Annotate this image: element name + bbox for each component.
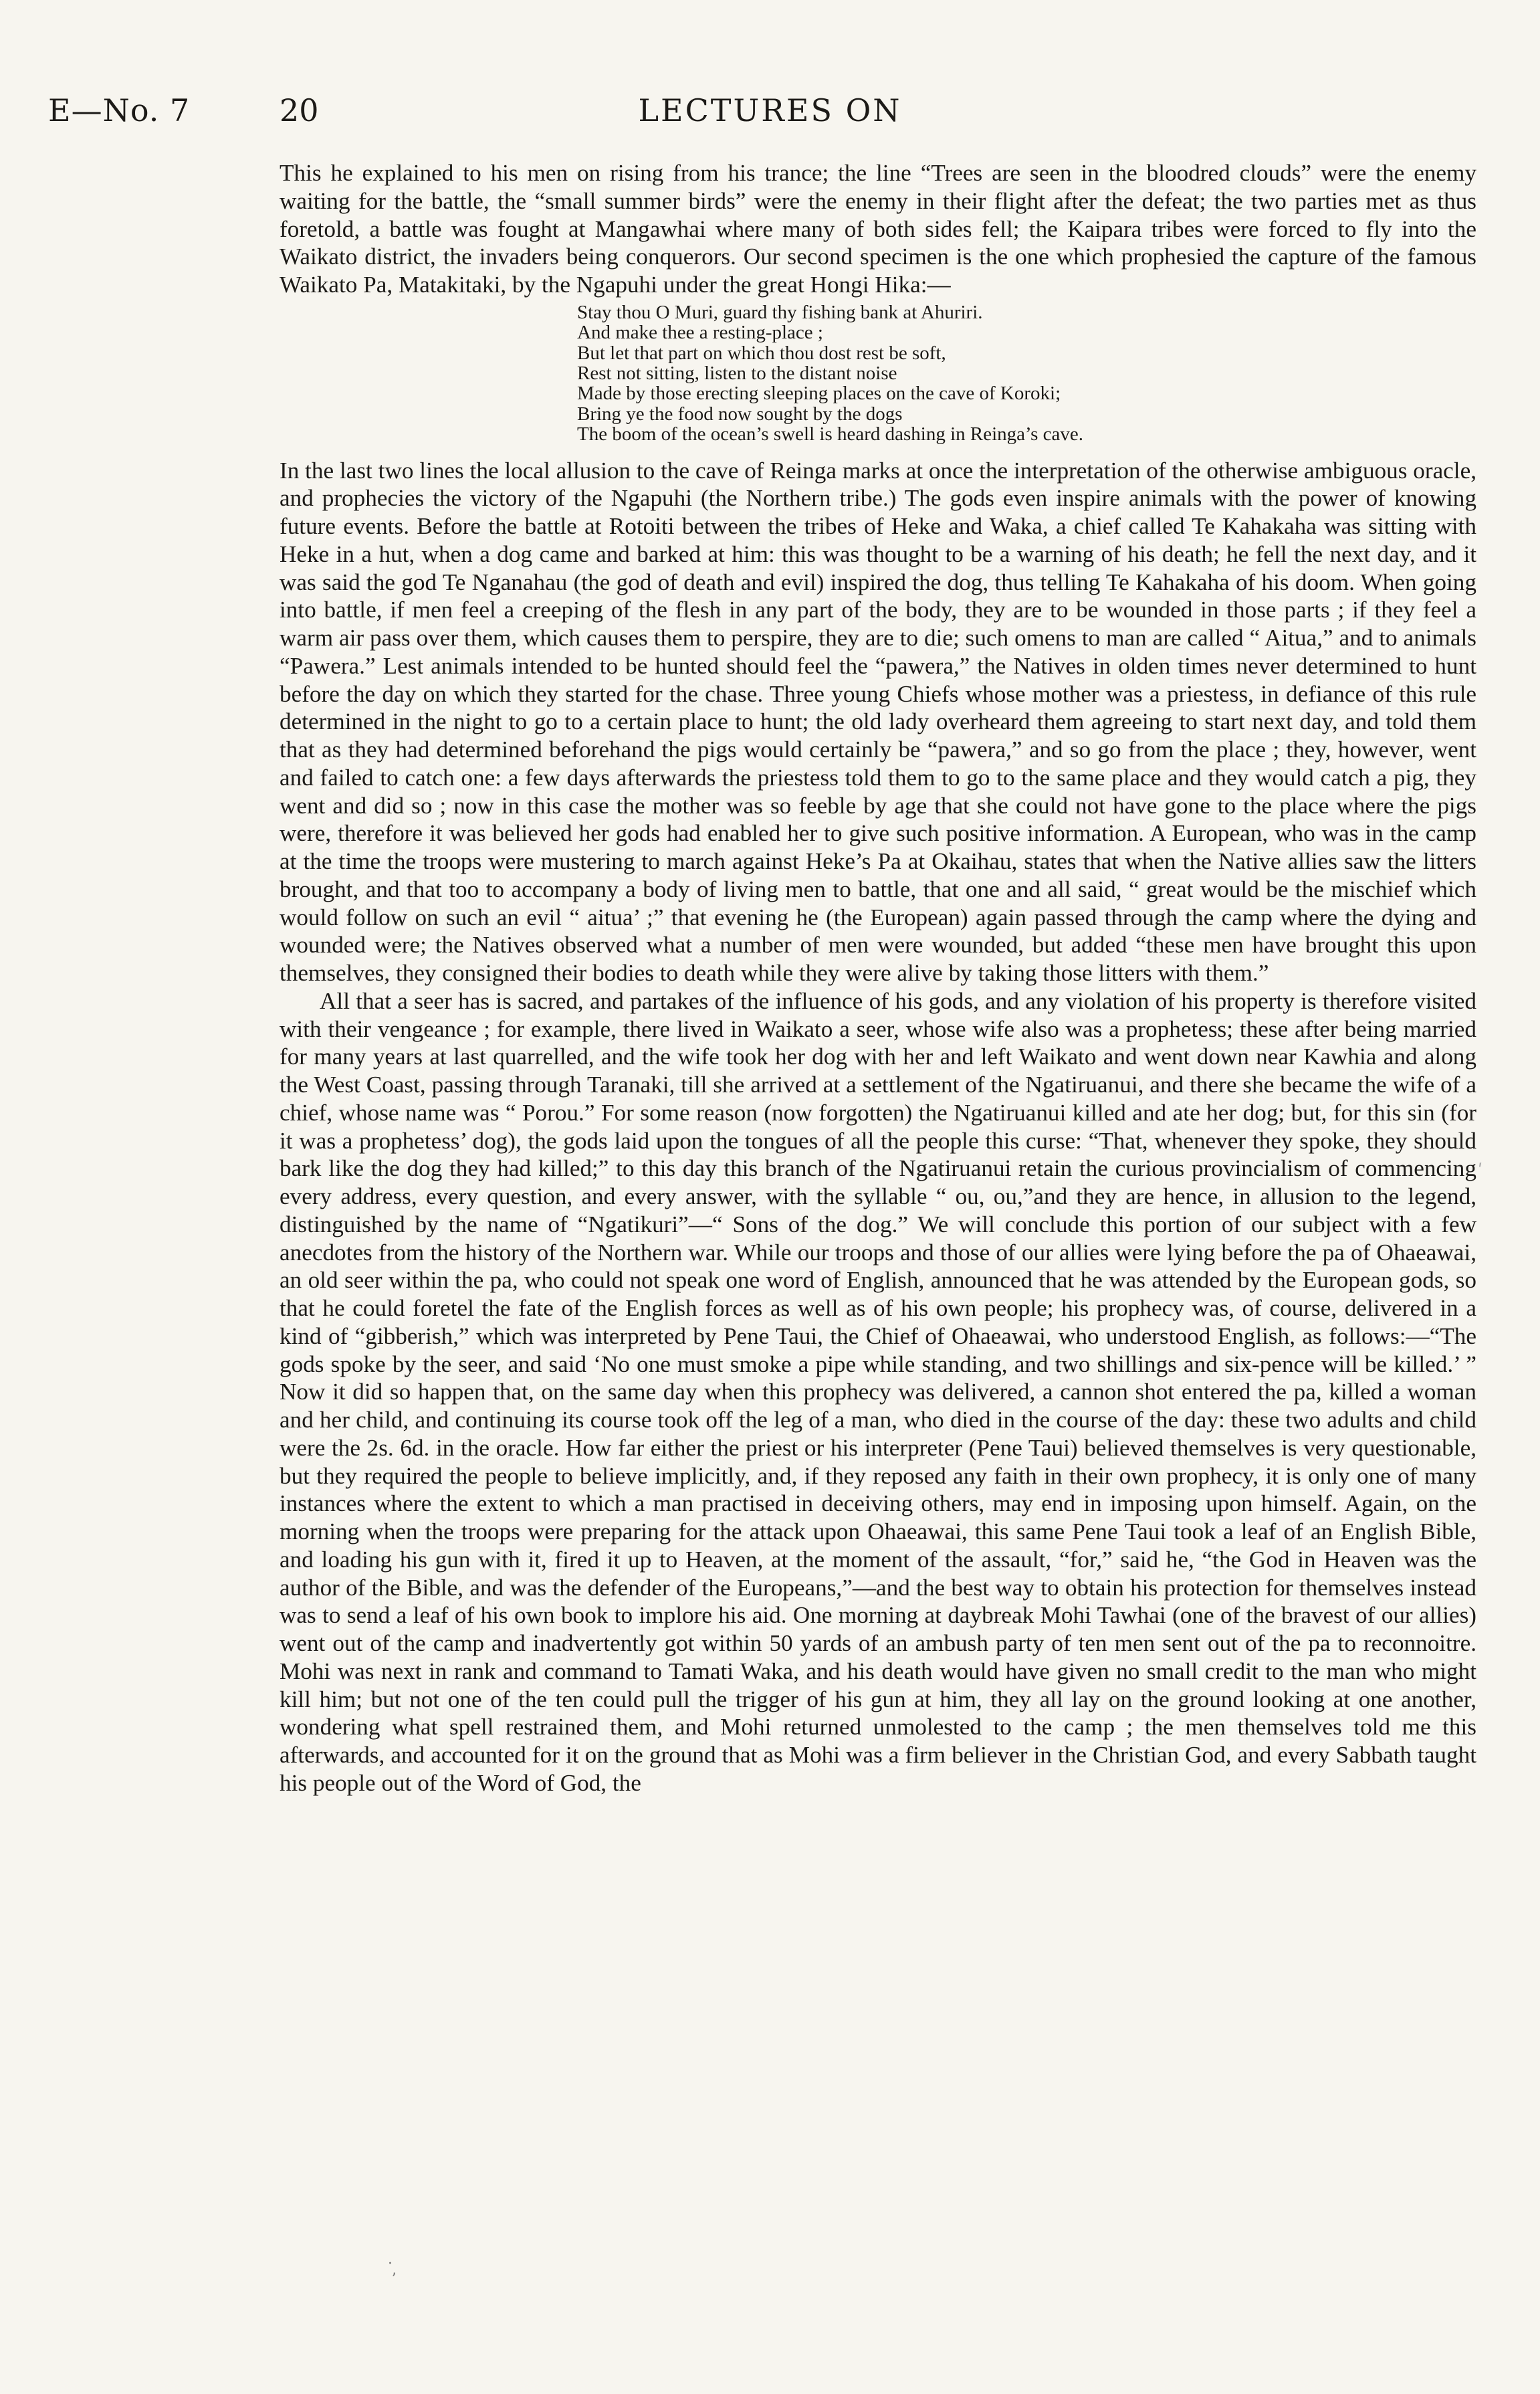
verse-line-2: And make thee a resting-place ; bbox=[577, 322, 823, 344]
page-number: 20 bbox=[280, 92, 319, 128]
verse-line-4: Rest not sitting, listen to the distant noise bbox=[577, 362, 897, 384]
paragraph-2: In the last two lines the local allusion to the cave of Reinga marks at once the interpretation of the otherwise ambiguous oracle, and prophecies the victory of the Ngapuhi (the Northern tribe.) The gods even inspire animals with the power of knowing future events. Before the battle at Rotoiti between the tribes of Heke and Waka, a chief called Te Kahakaha was sitting with Heke in a hut, when a dog came and barked at him: this was thought to be a warning of his death; he fell the next day, and it was said the god Te Nganahau (the god of death and evil) inspired the dog, thus telling Te Kahakaha of his doom. When going into battle, if men feel a creeping of the flesh in any part of the body, they are to be wounded in those parts ; if they feel a warm air pass over them, which causes them to perspire, they are to die; such omens to man are called “ Aitua,” and to animals “Pawera.” Lest animals intended to be hunted should feel the “pawera,” the Natives in olden times never determined to hunt before the day on which they started for the chase. Three young Chiefs whose mother was a priestess, in defiance of this rule determined in the night to go to a certain place to hunt; the old lady overheard them agreeing to start next day, and told them that as they had determined beforehand the pigs would certainly be “pawera,” and so go from the place ; they, however, went and failed to catch one: a few days afterwards the priestess told them to go to the same place and they would catch a pig, they went and did so ; now in this case the mother was so feeble by age that she could not have gone to the place where the pigs were, therefore it was believed her gods had enabled her to give such positive information. A European, who was in the camp at the time the troops were mustering to march against Heke’s Pa at Okaihau, states that when the Native allies saw the litters brought, and that too to accompany a body of living men to battle, that one and all said, “ great would be the mischief which would follow on such an evil “ aitua’ ;” that evening he (the European) again passed through the camp where the dying and wounded were; the Natives observed what a number of men were wounded, but added “these men have brought this upon themselves, they consigned their bodies to death while they were alive by taking those litters with them.” bbox=[280, 457, 1476, 987]
verse-block bbox=[280, 302, 1476, 445]
margin-mark: ʹ bbox=[1478, 1161, 1483, 1181]
page-header bbox=[0, 92, 1540, 132]
verse-line-7: The boom of the ocean’s swell is heard dashing in Reinga’s cave. bbox=[577, 423, 1084, 445]
document-reference: E—No. 7 bbox=[48, 92, 191, 128]
paragraph-3: All that a seer has is sacred, and partakes of the influence of his gods, and any violation of his property is therefore visited with their vengeance ; for example, there lived in Waikato a seer, whose wife also was a prophetess; these after being married for many years at last quarrelled, and the wife took her dog with her and left Waikato and went down near Kawhia and along the West Coast, passing through Taranaki, till she arrived at a settlement of the Ngatiruanui, and there she became the wife of a chief, whose name was “ Porou.” For some reason (now forgotten) the Ngatiruanui killed and ate her dog; but, for this sin (for it was a prophetess’ dog), the gods laid upon the tongues of all the people this curse: “That, whenever they spoke, they should bark like the dog they had killed;” to this day this branch of the Ngatiruanui retain the curious provincialism of commencing every address, every question, and every answer, with the syllable “ ou, ou,”and they are hence, in allusion to the legend, distinguished by the name of “Ngatikuri”—“ Sons of the dog.” We will conclude this portion of our subject with a few anecdotes from the history of the Northern war. While our troops and those of our allies were lying before the pa of Ohaeawai, an old seer within the pa, who could not speak one word of English, announced that he was attended by the European gods, so that he could foretel the fate of the English forces as well as of his own people; his prophecy was, of course, delivered in a kind of “gibberish,” which was interpreted by Pene Taui, the Chief of Ohaeawai, who understood English, as follows:—“The gods spoke by the seer, and said ‘No one must smoke a pipe while standing, and two shillings and six-pence will be killed.’ ” Now it did so happen that, on the same day when this prophecy was delivered, a cannon shot entered the pa, killed a woman and her child, and continuing its course took off the leg of a man, who died in the course of the day: these two adults and child were the 2s. 6d. in the oracle. How far either the priest or his interpreter (Pene Taui) believed themselves is very questionable, but they required the people to believe implicitly, and, if they reposed any faith in their own prophecy, it is only one of many instances where the extent to which a man practised in deceiving others, may end in imposing upon himself. Again, on the morning when the troops were preparing for the attack upon Ohaeawai, this same Pene Taui took a leaf of an English Bible, and loading his gun with it, fired it up to Heaven, at the moment of the assault, “for,” said he, “the God in Heaven was the author of the Bible, and was the defender of the Europeans,”—and the best way to obtain his protection for themselves instead was to send a leaf of his own book to implore his aid. One morning at daybreak Mohi Tawhai (one of the bravest of our allies) went out of the camp and inadvertently got within 50 yards of an ambush party of ten men sent out of the pa to reconnoitre. Mohi was next in rank and command to Tamati Waka, and his death would have given no small credit to the man who might kill him; but not one of the ten could pull the trigger of his gun at him, they all lay on the ground looking at one another, wondering what spell restrained them, and Mohi returned unmolested to the camp ; the men themselves told me this afterwards, and accounted for it on the ground that as Mohi was a firm believer in the Christian God, and every Sabbath taught his people out of the Word of God, the bbox=[280, 987, 1476, 1796]
running-title: LECTURES ON bbox=[638, 92, 902, 128]
body-text bbox=[280, 159, 1476, 1797]
verse-line-3: But let that part on which thou dost rest be soft, bbox=[577, 342, 946, 364]
verse-line-6: Bring ye the food now sought by the dogs bbox=[577, 403, 903, 425]
verse-line-1: Stay thou O Muri, guard thy fishing bank at Ahuriri. bbox=[577, 301, 983, 323]
stray-mark: · bbox=[388, 2256, 393, 2272]
verse-line-5: Made by those erecting sleeping places on the cave of Koroki; bbox=[577, 383, 1061, 405]
paragraph-1: This he explained to his men on rising from his trance; the line “Trees are seen in the bloodred clouds” were the enemy waiting for the battle, the “small summer birds” were the enemy in their flight after the defeat; the two parties met as thus foretold, a battle was fought at Mangawhai where many of both sides fell; the Kaipara tribes were forced to fly into the Waikato district, the invaders being conquerors. Our second specimen is the one which prophesied the capture of the famous Waikato Pa, Matakitaki, by the Ngapuhi under the great Hongi Hika:— bbox=[280, 160, 1476, 298]
stray-mark: ʼ bbox=[391, 2271, 396, 2288]
